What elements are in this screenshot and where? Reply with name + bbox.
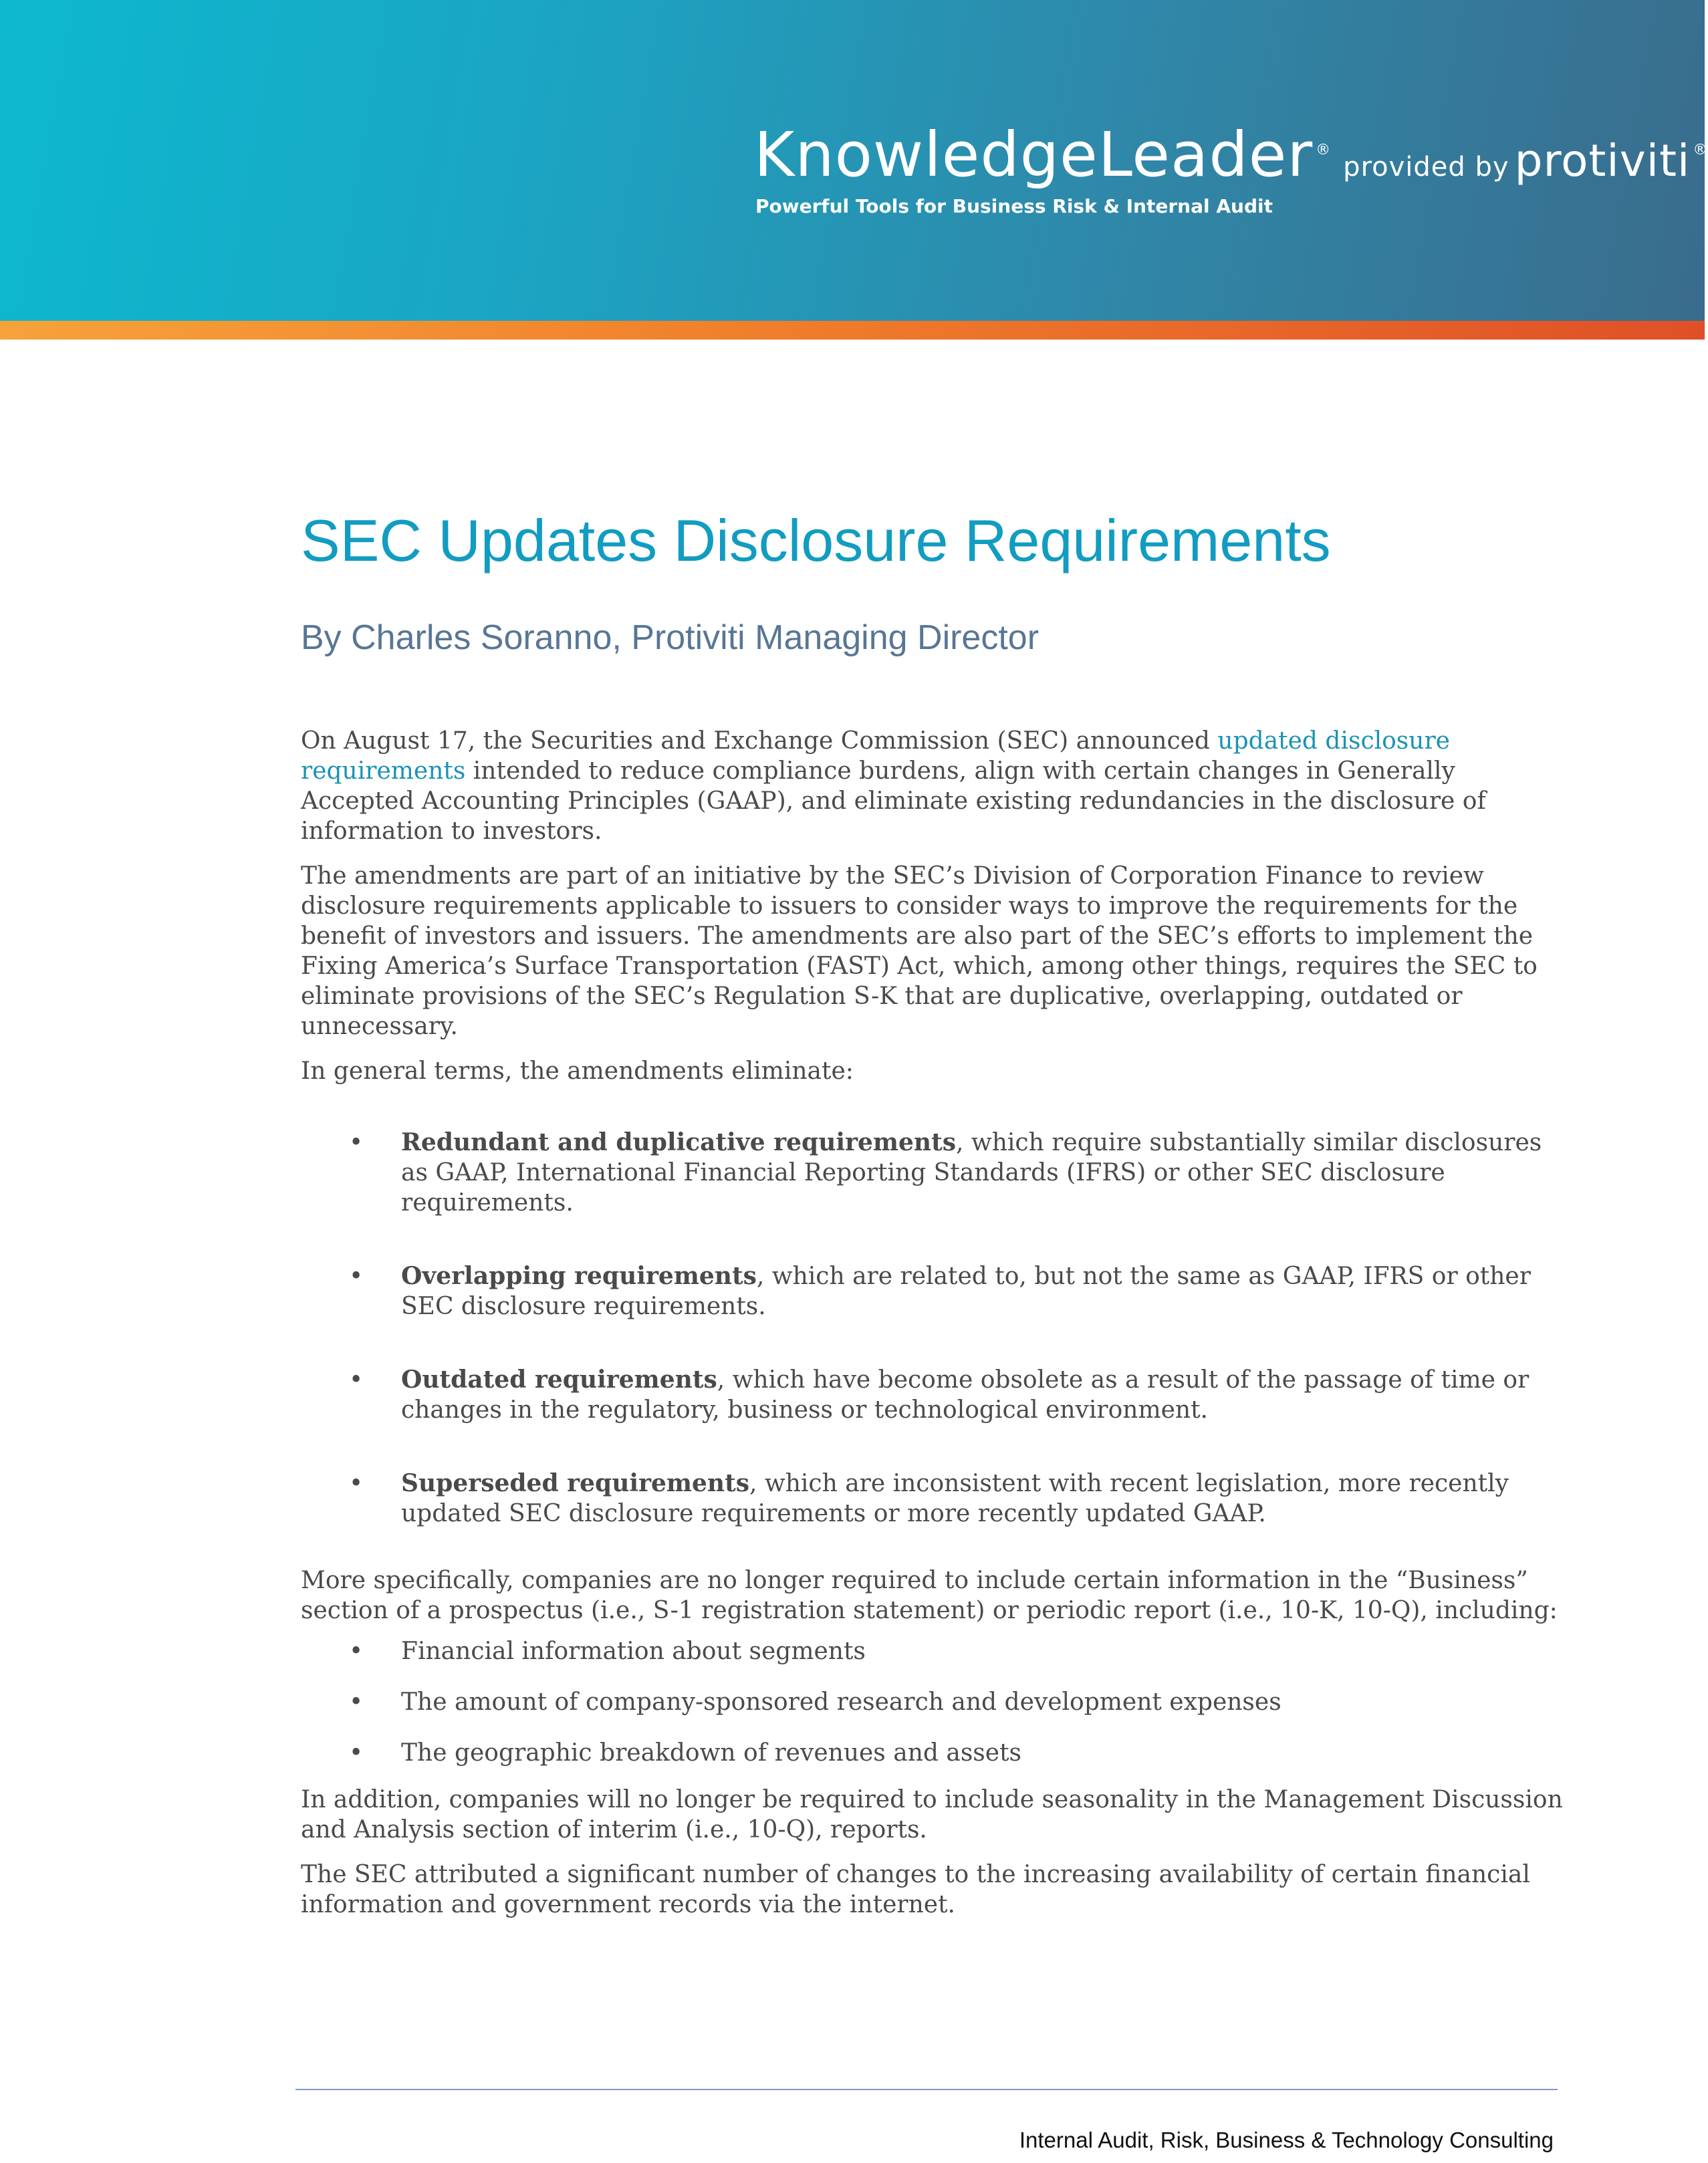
company-name: protiviti xyxy=(1514,135,1691,186)
eliminations-list xyxy=(301,1128,1571,1529)
footer-text: Internal Audit, Risk, Business & Technology Consulting xyxy=(1019,2128,1554,2152)
specifics-list xyxy=(301,1636,1571,1768)
list-item: • Redundant and duplicative requirements, which require substantially similar disclosures as GAAP, International Financial Reporting Standards (IFRS) or other SEC disclosure requirements. xyxy=(301,1128,1571,1218)
list-item: • Overlapping requirements, which are related to, but not the same as GAAP, IFRS or other SEC disclosure requirements. xyxy=(301,1261,1571,1321)
list-item-term: Outdated requirements xyxy=(401,1366,717,1394)
list-item: • The amount of company-sponsored research and development expenses xyxy=(301,1687,1571,1717)
paragraph-intro: On August 17, the Securities and Exchange Commission (SEC) announced updated disclosure requirements intended to reduce compliance burdens, align with certain changes in Generally Accepted Accounting Principles (GAAP), and eliminate existing redundancies in the disclosure of information to investors. xyxy=(301,727,1486,845)
registered-mark: ® xyxy=(1693,142,1708,159)
brand-name: KnowledgeLeader xyxy=(754,119,1314,190)
updated-disclosure-requirements-link[interactable]: updated disclosure requirements xyxy=(301,727,1450,785)
registered-mark: ® xyxy=(1316,142,1332,159)
header-accent-strip xyxy=(0,321,1705,340)
paragraph-seasonality: In addition, companies will no longer be required to include seasonality in the Management Discussion and Analysis section of interim (i.e., 10-Q), reports. xyxy=(301,1786,1563,1843)
paragraph-specifics: More specifically, companies are no longer required to include certain information in the “Business” section of a prospectus (i.e., S-1 registration statement) or periodic report (i.e., 10-K, 10-Q), including: xyxy=(301,1567,1558,1624)
list-item: • Outdated requirements, which have become obsolete as a result of the passage of time or changes in the regulatory, business or technological environment. xyxy=(301,1365,1571,1425)
article-body xyxy=(301,726,1571,1934)
list-item-term: Superseded requirements xyxy=(401,1469,749,1497)
list-item-term: Redundant and duplicative requirements xyxy=(401,1128,956,1156)
list-item: • Financial information about segments xyxy=(301,1636,1571,1666)
paragraph-amendments: The amendments are part of an initiative by the SEC’s Division of Corporation Finance to review disclosure requirements applicable to issuers to consider ways to improve the requirements for the benefit of investors and issuers. The amendments are also part of the SEC’s efforts to implement the Fixing America’s Surface Transportation (FAST) Act, which, among other things, requires the SEC to eliminate provisions of the SEC’s Regulation S-K that are duplicative, overlapping, outdated or unnecessary. xyxy=(301,862,1538,1040)
byline: By Charles Soranno, Protiviti Managing Director xyxy=(301,618,1040,657)
paragraph-internet: The SEC attributed a significant number of changes to the increasing availability of certain financial information and government records via the internet. xyxy=(301,1861,1530,1918)
provided-by-label: provided by xyxy=(1343,152,1509,182)
brand-logo xyxy=(754,119,1708,190)
list-item-term: Overlapping requirements xyxy=(401,1262,757,1290)
list-item: • Superseded requirements, which are inconsistent with recent legislation, more recently updated SEC disclosure requirements or more recently updated GAAP. xyxy=(301,1469,1571,1529)
page-title: SEC Updates Disclosure Requirements xyxy=(301,507,1331,574)
brand-tagline: Powerful Tools for Business Risk & Internal Audit xyxy=(755,195,1273,217)
footer-divider xyxy=(295,2089,1558,2090)
list-item: • The geographic breakdown of revenues and assets xyxy=(301,1738,1571,1768)
paragraph-general-terms: In general terms, the amendments eliminate: xyxy=(301,1057,854,1085)
